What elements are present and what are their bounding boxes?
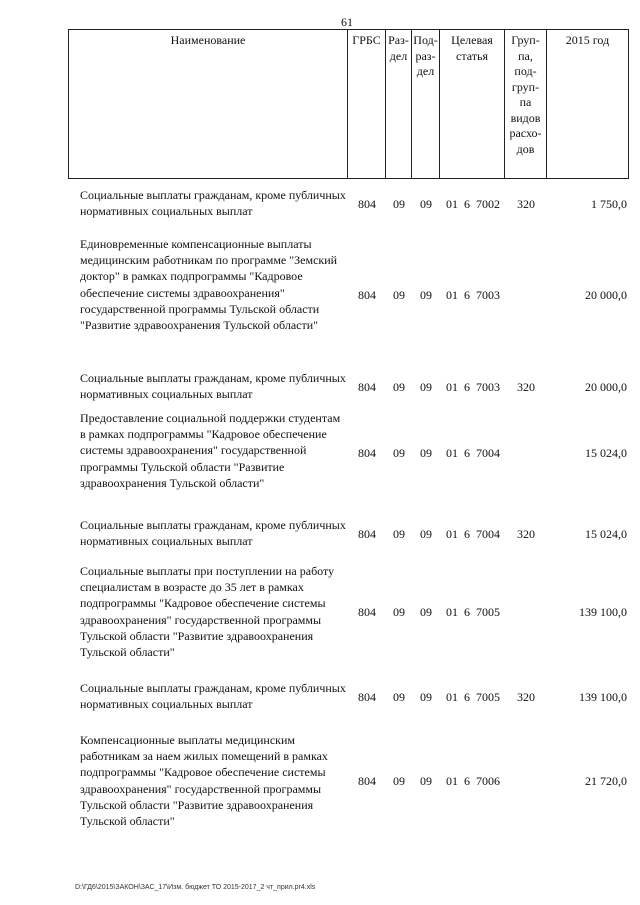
row-podrazdel: 09 xyxy=(420,380,432,394)
row-podrazdel: 09 xyxy=(420,197,432,211)
row-target: 01 6 7004 xyxy=(446,527,500,541)
row-amount: 20 000,0 xyxy=(585,288,627,302)
header-podrazdel xyxy=(412,29,440,179)
header-podrazdel-line: раз- xyxy=(415,48,436,63)
table-row xyxy=(0,732,640,830)
table-row xyxy=(0,563,640,661)
table-row xyxy=(0,236,640,354)
header-name xyxy=(68,29,348,179)
row-amount: 1 750,0 xyxy=(591,197,627,211)
footer-file-path: D:\ГД6\2015\ЗАКОН\ЗАС_17\Изм. бюджет ТО 2015-2017_2 чт_прил.pr4.xls xyxy=(75,884,316,891)
table-row xyxy=(0,680,640,714)
row-amount: 21 720,0 xyxy=(585,774,627,788)
row-amount: 15 024,0 xyxy=(585,527,627,541)
header-target-line: Целевая xyxy=(451,33,493,47)
header-group-line: под- xyxy=(514,64,537,78)
row-name: Социальные выплаты гражданам, кроме публичных нормативных социальных выплат xyxy=(80,518,346,549)
row-grbs: 804 xyxy=(358,527,376,541)
row-grbs: 804 xyxy=(358,380,376,394)
header-group-line: расхо- xyxy=(509,126,542,140)
table-row xyxy=(0,410,640,496)
row-group: 320 xyxy=(517,380,535,394)
row-amount: 139 100,0 xyxy=(579,605,627,619)
row-podrazdel: 09 xyxy=(420,446,432,460)
header-razdel-line: Раз- xyxy=(388,33,409,47)
header-razdel-line: дел xyxy=(389,48,408,63)
header-group-line: дов xyxy=(516,141,535,156)
row-target: 01 6 7002 xyxy=(446,197,500,211)
row-amount: 139 100,0 xyxy=(579,690,627,704)
row-podrazdel: 09 xyxy=(420,605,432,619)
header-group-line: па xyxy=(519,95,532,109)
row-razdel: 09 xyxy=(393,527,405,541)
table-row xyxy=(0,187,640,221)
header-podrazdel-line: дел xyxy=(416,64,435,78)
header-grbs-label: ГРБС xyxy=(352,33,381,47)
row-target: 01 6 7003 xyxy=(446,380,500,394)
row-target: 01 6 7006 xyxy=(446,774,500,788)
header-group xyxy=(505,29,547,179)
row-name: Социальные выплаты гражданам, кроме публичных нормативных социальных выплат xyxy=(80,681,346,712)
header-group-line: груп- xyxy=(511,79,540,94)
row-group: 320 xyxy=(517,527,535,541)
row-grbs: 804 xyxy=(358,288,376,302)
row-amount: 20 000,0 xyxy=(585,380,627,394)
row-name: Единовременные компенсационные выплаты медицинским работникам по программе "Земский доктор" в рамках подпрограммы "Кадровое обеспечение системы здравоохранения" государственной программы Тульской области "Развитие здравоохранения Тульской области" xyxy=(80,237,338,333)
row-razdel: 09 xyxy=(393,774,405,788)
header-target-line: статья xyxy=(456,48,488,63)
row-podrazdel: 09 xyxy=(420,527,432,541)
row-name: Предоставление социальной поддержки студентам в рамках подпрограммы "Кадровое обеспечение системы здравоохранения" государственной программы Тульской области "Развитие здравоохранения Тульской области" xyxy=(80,411,341,490)
table-row xyxy=(0,517,640,551)
row-name: Компенсационные выплаты медицинским работникам за наем жилых помещений в рамках подпрограммы "Кадровое обеспечение системы здравоохранения" государственной программы Тульской области "Развитие здравоохранения Тульской области" xyxy=(80,733,328,829)
row-razdel: 09 xyxy=(393,605,405,619)
row-razdel: 09 xyxy=(393,380,405,394)
header-razdel xyxy=(386,29,412,179)
row-podrazdel: 09 xyxy=(420,288,432,302)
row-razdel: 09 xyxy=(393,197,405,211)
header-group-line: па, xyxy=(518,48,533,63)
header-year xyxy=(547,29,629,179)
table-row xyxy=(0,370,640,404)
row-group: 320 xyxy=(517,197,535,211)
row-name: Социальные выплаты при поступлении на работу специалистам в возрасте до 35 лет в рамках подпрограммы "Кадровое обеспечение системы здравоохранения" государственной программы Тульской области "Развитие здравоохранения Тульской области" xyxy=(80,564,335,660)
row-grbs: 804 xyxy=(358,690,376,704)
row-target: 01 6 7004 xyxy=(446,446,500,460)
row-grbs: 804 xyxy=(358,197,376,211)
page-number: 61 xyxy=(341,15,353,29)
row-target: 01 6 7003 xyxy=(446,288,500,302)
row-name: Социальные выплаты гражданам, кроме публичных нормативных социальных выплат xyxy=(80,371,346,402)
row-razdel: 09 xyxy=(393,288,405,302)
row-group: 320 xyxy=(517,690,535,704)
header-group-line: Груп- xyxy=(511,33,540,47)
row-grbs: 804 xyxy=(358,605,376,619)
row-target: 01 6 7005 xyxy=(446,690,500,704)
header-target xyxy=(440,29,505,179)
row-razdel: 09 xyxy=(393,690,405,704)
row-podrazdel: 09 xyxy=(420,774,432,788)
row-grbs: 804 xyxy=(358,446,376,460)
row-podrazdel: 09 xyxy=(420,690,432,704)
header-year-label: 2015 год xyxy=(565,33,610,47)
header-podrazdel-line: Под- xyxy=(413,33,438,47)
row-grbs: 804 xyxy=(358,774,376,788)
row-razdel: 09 xyxy=(393,446,405,460)
header-grbs xyxy=(348,29,386,179)
row-name: Социальные выплаты гражданам, кроме публичных нормативных социальных выплат xyxy=(80,188,346,219)
header-group-line: видов xyxy=(510,110,541,125)
row-target: 01 6 7005 xyxy=(446,605,500,619)
header-name-label: Наименование xyxy=(170,33,246,47)
row-amount: 15 024,0 xyxy=(585,446,627,460)
